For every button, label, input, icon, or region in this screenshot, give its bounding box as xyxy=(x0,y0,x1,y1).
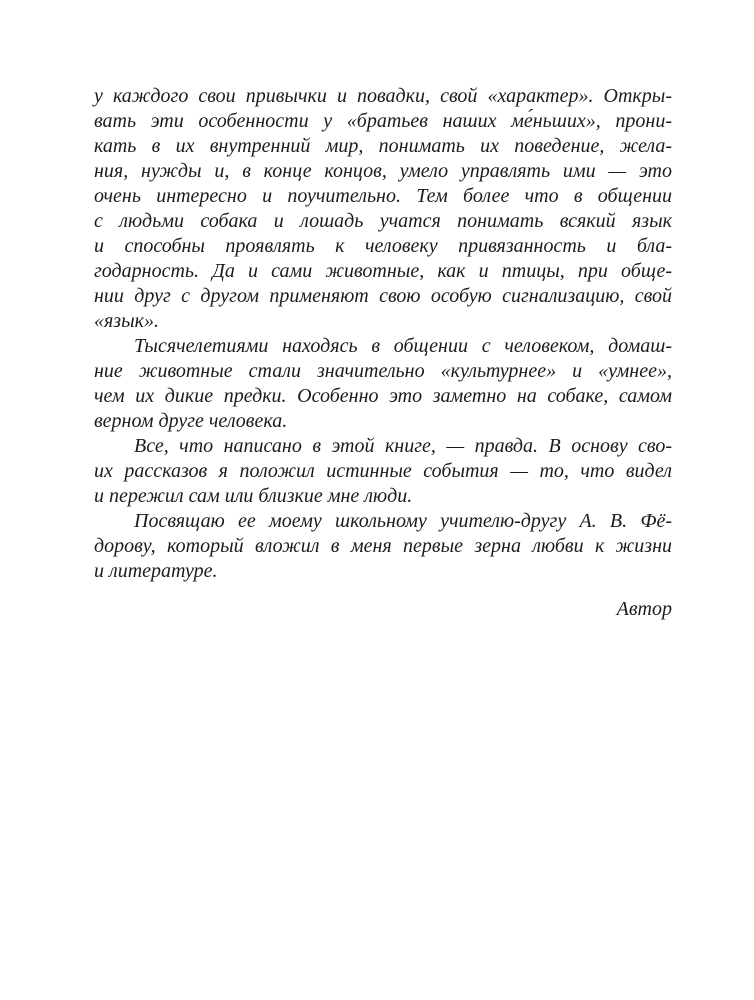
text-line: «язык». xyxy=(94,310,159,332)
text-line: ние животные стали значительно «культурнее» и «умнее», xyxy=(94,360,672,382)
text-line: ния, нужды и, в конце концов, умело управлять ими — это xyxy=(94,160,672,182)
text-line: их рассказов я положил истинные события — то, что видел xyxy=(94,460,672,482)
text-line: Тысячелетиями находясь в общении с человеком, домаш- xyxy=(134,335,672,357)
text-line: верном друге человека. xyxy=(94,410,288,432)
text-line: и литературе. xyxy=(94,560,218,582)
paragraph xyxy=(94,509,672,584)
text-line: вать эти особенности у «братьев наших ме́ньших», прони- xyxy=(94,110,672,132)
author-signature: Автор xyxy=(616,598,672,620)
text-line: кать в их внутренний мир, понимать их поведение, жела- xyxy=(94,135,672,157)
text-line: и пережил сам или близкие мне люди. xyxy=(94,485,413,507)
text-block xyxy=(94,84,672,622)
paragraph xyxy=(94,434,672,509)
text-line: с людьми собака и лошадь учатся понимать всякий язык xyxy=(94,210,672,232)
text-line: чем их дикие предки. Особенно это заметно на собаке, самом xyxy=(94,385,672,407)
text-line: дорову, который вложил в меня первые зерна любви к жизни xyxy=(94,535,672,557)
text-line: очень интересно и поучительно. Тем более что в общении xyxy=(94,185,672,207)
text-line: и способны проявлять к человеку привязанность и бла- xyxy=(94,235,672,257)
paragraph xyxy=(94,84,672,334)
text-line: годарность. Да и сами животные, как и птицы, при обще- xyxy=(94,260,672,282)
text-line: нии друг с другом применяют свою особую сигнализацию, свой xyxy=(94,285,672,307)
text-line: Все, что написано в этой книге, — правда. В основу сво- xyxy=(134,435,672,457)
text-line: у каждого свои привычки и повадки, свой «характер». Откры- xyxy=(94,85,672,107)
paragraph xyxy=(94,334,672,434)
text-line: Посвящаю ее моему школьному учителю-другу А. В. Фё- xyxy=(134,510,672,532)
